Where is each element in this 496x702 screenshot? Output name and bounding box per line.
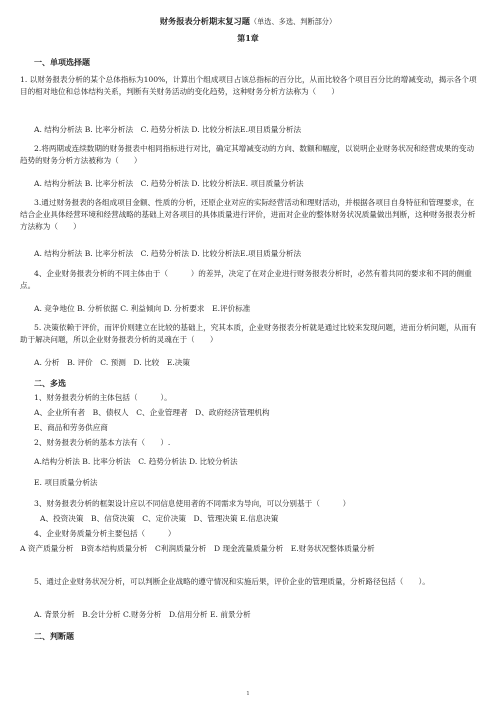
single-q1-stem: 1. 以财务报表分析的某个总体指标为100%，计算出个组成项目占该总指标的百分比，从而比较各个项目百分比的增减变动，揭示各个项目的相对地位和总体结构关系，判断有关财务活动的变化趋势，这种财务分析方法称为（ ） (20, 75, 477, 96)
single-q5-stem: 5. 决策依赖于评价，而评价则建立在比较的基础上，究其本质，企业财务报表分析就是通过比较来发现问题，进而分析问题，从而有助于解决问题，所以企业财务报表分析的灵魂在于（ ） (20, 323, 477, 344)
multi-q5-stem: 5、通过企业财务状况分析，可以判断企业战略的遵守情况和实施后果，评价企业的管理质量，分析路径包括（ ）。 (34, 577, 430, 586)
multi-q1-options-line2: E、商品和劳务供应商 (34, 423, 108, 432)
multi-q2-options-line2: E. 项目质量分析法 (34, 478, 98, 487)
single-q5-options: A. 分析 B. 评价 C. 预测 D. 比较 E.决策 (34, 358, 190, 367)
page-number: 1 (246, 691, 250, 697)
title-subtitle: （单选、多选、判断部分） (249, 17, 337, 26)
title-main: 财务报表分析期末复习题 (159, 16, 250, 26)
section-heading-judge: 二、判断题 (34, 631, 74, 641)
single-q3-stem: 3.通过财务报表的各组成项目金额、性质的分析，还原企业对应的实际经营活动和理财活动，并根据各项目自身特征和管理要求，在结合企业具体经营环境和经营战略的基础上对各项目的具体质量进行评价，进而对企业的整体财务状况质量做出判断，这种财务报表分析方法称为（ ） (20, 198, 476, 231)
multi-q5-options: A. 背景分析 B.会计分析 C.财务分析 D.信用分析 E. 前景分析 (34, 610, 251, 619)
single-q4-options: A. 竞争地位 B. 分析依据 C. 利益倾向 D. 分析要求 E.评价标准 (34, 304, 251, 313)
single-q2-options: A. 结构分析法 B. 比率分析法 C. 趋势分析法 D. 比较分析法E. 项目质量分析法 (34, 179, 304, 188)
multi-q4-options: A 资产质量分析 B资本结构质量分析 C利润质量分析 D 现金流量质量分析 E.财务状况整体质量分析 (20, 544, 375, 553)
multi-q3-options: A、投资决策 B、信贷决策 C、定价决策 D、管理决策 E.信息决策 (40, 514, 279, 523)
multi-q2-options-line1: A.结构分析法 B. 比率分析法 C. 趋势分析法 D. 比较分析法 (34, 457, 238, 466)
multi-q4-stem: 4、企业财务质量分析主要包括（ ） (34, 529, 176, 538)
section-heading-multi: 二、多选 (34, 378, 66, 388)
chapter-heading: 第1章 (237, 33, 259, 43)
single-q2-stem: 2.将两期或连续数期的财务报表中相同指标进行对比，确定其增减变动的方向、数额和幅度，以说明企业财务状况和经营成果的变动趋势的财务分析方法被称为（ ） (20, 144, 475, 165)
multi-q3-stem: 3、财务报表分析的框架设计应以不同信息使用者的不同需求为导向，可以分别基于（ ） (34, 499, 351, 508)
single-q3-options: A. 结构分析法 B. 比率分析法 C. 趋势分析法 D. 比较分析法E.项目质量分析法 (34, 249, 302, 258)
document-title (0, 15, 496, 28)
single-q4-stem: 4、企业财务报表分析的不同主体由于（ ）的差异，决定了在对企业进行财务报表分析时，必然有着共同的要求和不同的侧重点。 (20, 269, 472, 290)
single-q1-options: A. 结构分析法 B. 比率分析法 C. 趋势分析法 D. 比较分析法E.项目质量分析法 (34, 125, 302, 134)
section-heading-single: 一、单项选择题 (34, 57, 90, 67)
multi-q1-options-line1: A、企业所有者 B、债权人 C、企业管理者 D、政府经济管理机构 (34, 408, 270, 417)
multi-q1-stem: 1、财务报表分析的主体包括（ ）。 (34, 393, 172, 402)
multi-q2-stem: 2、财务报表分析的基本方法有（ ）. (34, 438, 171, 447)
